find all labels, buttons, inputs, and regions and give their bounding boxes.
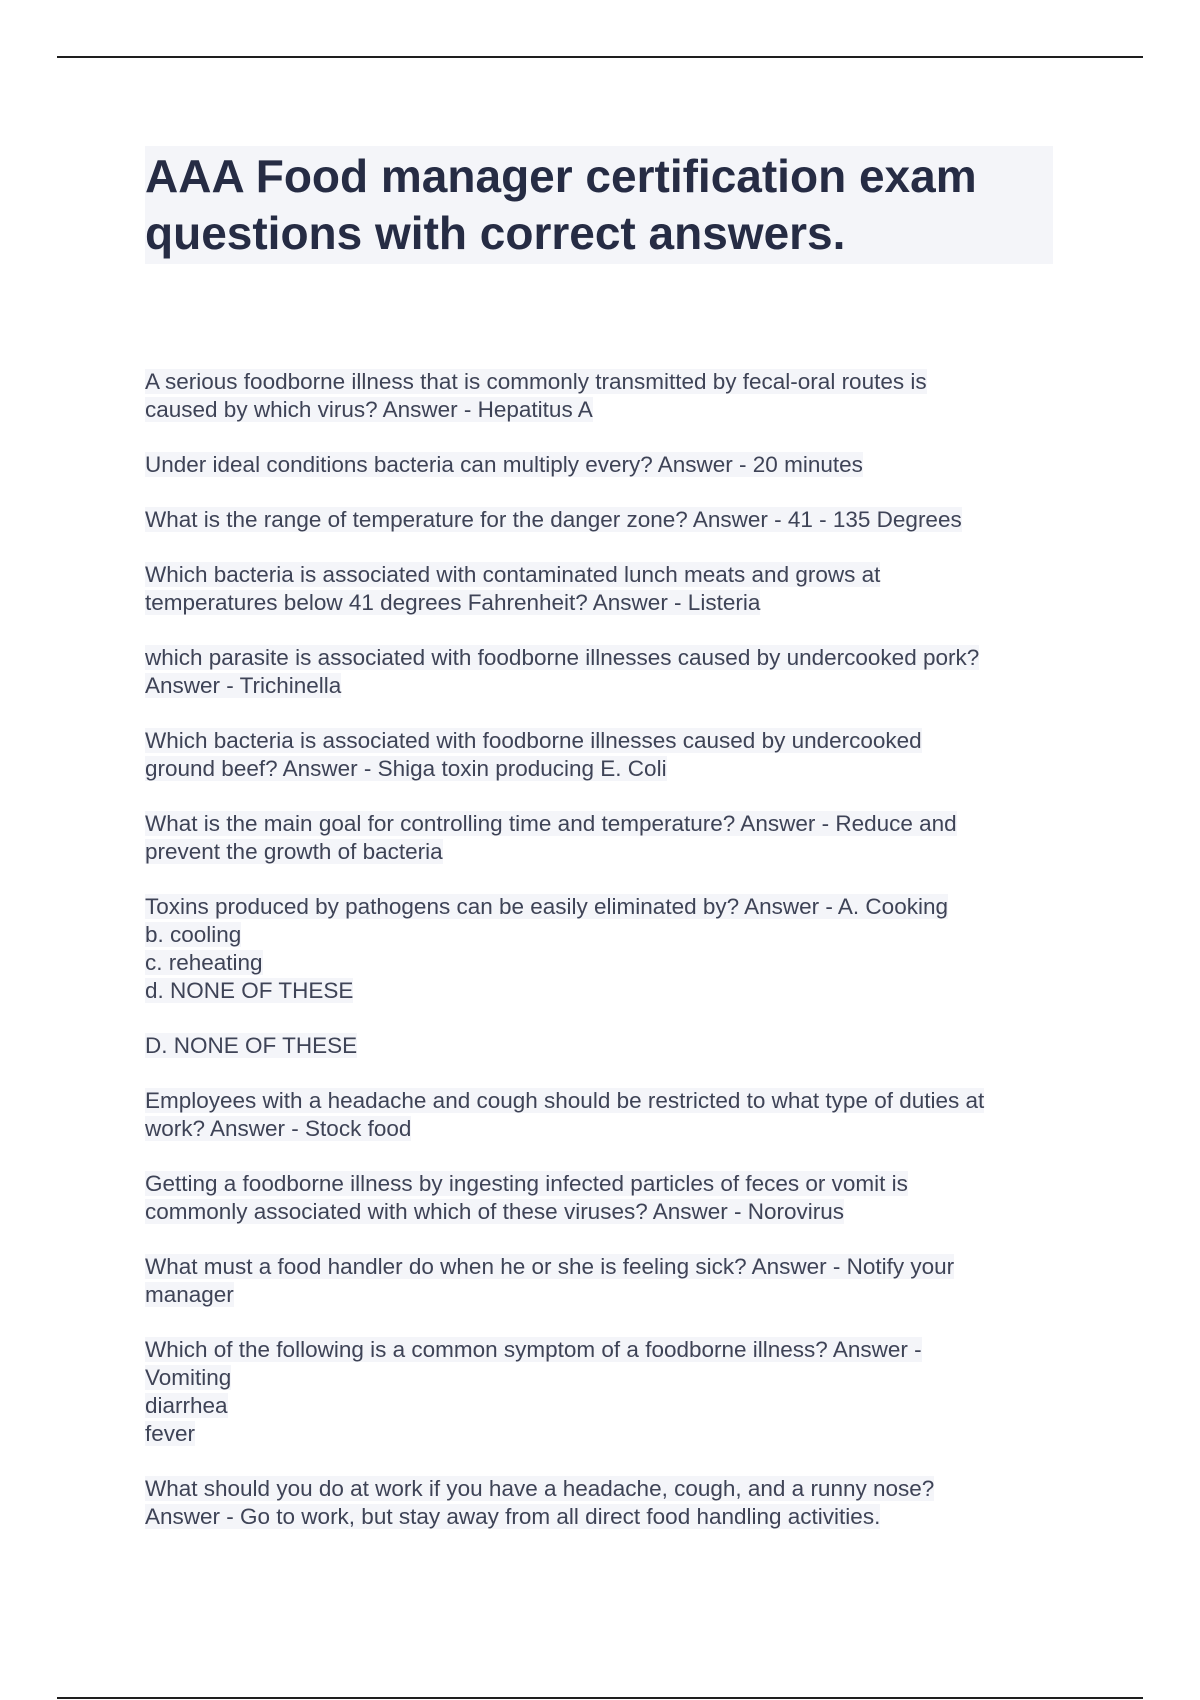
qa-item	[145, 893, 1065, 1005]
title-block	[145, 146, 1053, 264]
qa-line: Toxins produced by pathogens can be easily eliminated by? Answer - A. Cooking b. cooling c. reheating d. NONE OF THESE	[145, 894, 948, 1003]
qa-item	[145, 368, 1065, 424]
qa-list	[145, 368, 1065, 1558]
qa-item	[145, 1253, 1065, 1309]
qa-item	[145, 1032, 1065, 1060]
qa-line: A serious foodborne illness that is commonly transmitted by fecal-oral routes is caused by which virus? Answer - Hepatitus A	[145, 369, 927, 422]
qa-item	[145, 1170, 1065, 1226]
qa-item	[145, 506, 1065, 534]
qa-line: D. NONE OF THESE	[145, 1033, 358, 1058]
qa-item	[145, 727, 1065, 783]
qa-line: What must a food handler do when he or she is feeling sick? Answer - Notify your manager	[145, 1254, 955, 1307]
qa-line: Under ideal conditions bacteria can multiply every? Answer - 20 minutes	[145, 452, 863, 477]
qa-item	[145, 451, 1065, 479]
qa-item	[145, 1475, 1065, 1531]
qa-item	[145, 644, 1065, 700]
footer-rule	[57, 1697, 1143, 1699]
qa-line: which parasite is associated with foodborne illnesses caused by undercooked pork? Answer - Trichinella	[145, 645, 980, 698]
qa-line: What is the main goal for controlling time and temperature? Answer - Reduce and prevent the growth of bacteria	[145, 811, 957, 864]
qa-item	[145, 1087, 1065, 1143]
qa-line: Employees with a headache and cough should be restricted to what type of duties at work? Answer - Stock food	[145, 1088, 985, 1141]
qa-item	[145, 561, 1065, 617]
qa-line: What is the range of temperature for the danger zone? Answer - 41 - 135 Degrees	[145, 507, 962, 532]
qa-line: Which bacteria is associated with foodborne illnesses caused by undercooked ground beef? Answer - Shiga toxin producing E. Coli	[145, 728, 922, 781]
title-line-1: AAA Food manager certification exam	[145, 150, 977, 202]
header-rule	[57, 56, 1143, 58]
qa-line: Which of the following is a common symptom of a foodborne illness? Answer - Vomiting diarrhea fever	[145, 1337, 922, 1446]
qa-line: What should you do at work if you have a headache, cough, and a runny nose? Answer - Go to work, but stay away from all direct food handling activities.	[145, 1476, 935, 1529]
qa-item	[145, 810, 1065, 866]
title-line-2: questions with correct answers.	[145, 207, 846, 259]
document-title	[145, 148, 1053, 262]
qa-line: Getting a foodborne illness by ingesting infected particles of feces or vomit is commonly associated with which of these viruses? Answer - Norovirus	[145, 1171, 908, 1224]
qa-item	[145, 1336, 1065, 1448]
qa-line: Which bacteria is associated with contaminated lunch meats and grows at temperatures below 41 degrees Fahrenheit? Answer - Listeria	[145, 562, 881, 615]
